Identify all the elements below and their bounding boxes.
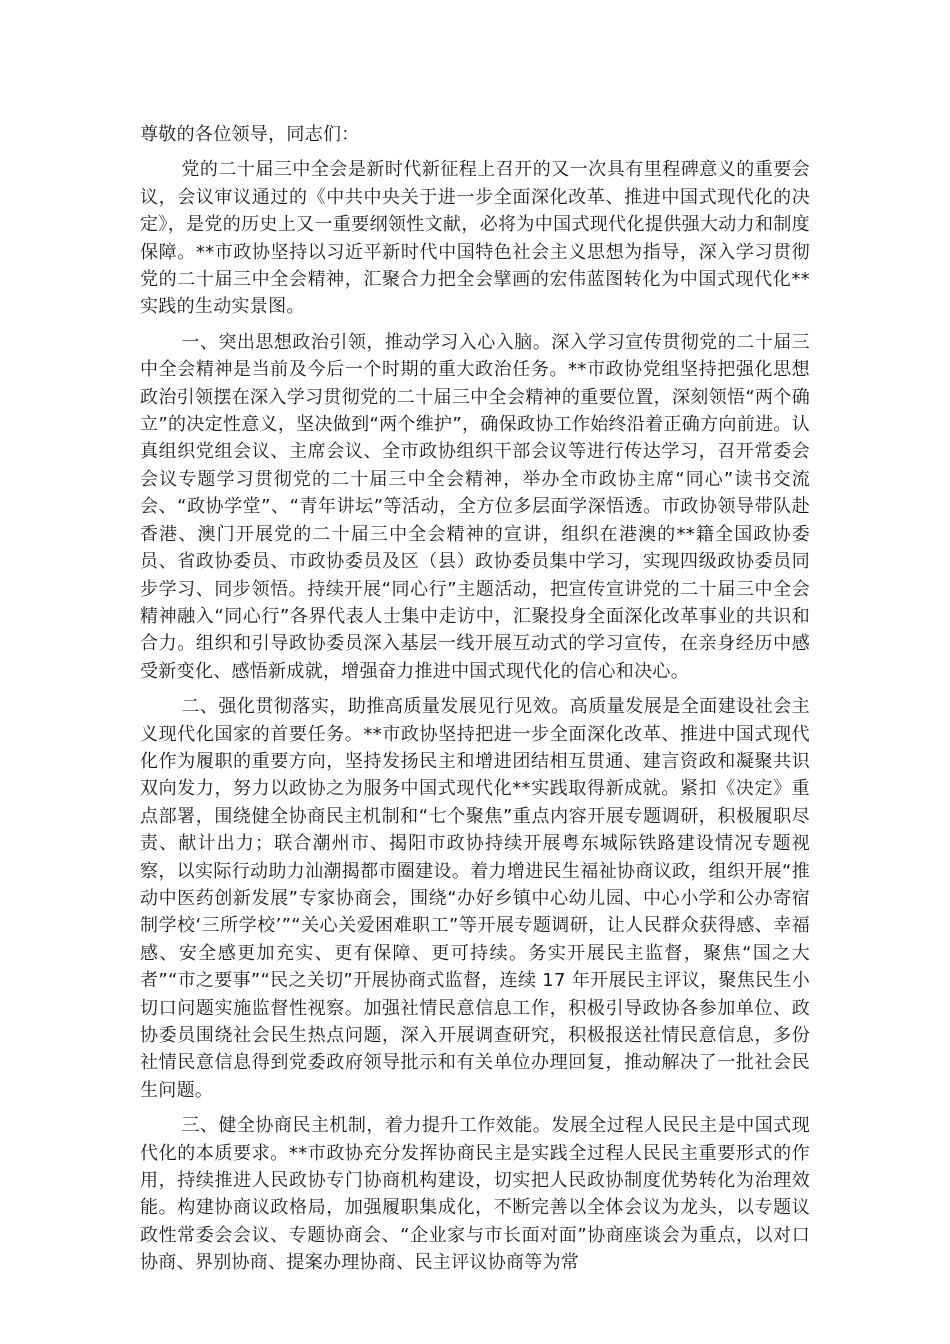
- paragraph-section-1: 一、突出思想政治引领，推动学习入心入脑。深入学习宣传贯彻党的二十届三中全会精神是当前及今后一个时期的重大政治任务。**市政协党组坚持把强化思想政治引领摆在深入学习贯彻党的二十届三中全会精神的重要位置，深刻领悟“两个确立”的决定性意义，坚决做到“两个维护”，确保政协工作始终沿着正确方向前进。认真组织党组会议、主席会议、全市政协组织干部会议等进行传达学习，召开常委会会议专题学习贯彻党的二十届三中全会精神，举办全市政协主席“同心”读书交流会、“政协学堂”、“青年讲坛”等活动，全方位多层面学深悟透。市政协领导带队赴香港、澳门开展党的二十届三中全会精神的宣讲，组织在港澳的**籍全国政协委员、省政协委员、市政协委员及区（县）政协委员集中学习，实现四级政协委员同步学习、同步领悟。持续开展“同心行”主题活动，把宣传宣讲党的二十届三中全会精神融入“同心行”各界代表人士集中走访中，汇聚投身全面深化改革事业的共识和合力。组织和引导政协委员深入基层一线开展互动式的学习宣传，在亲身经历中感受新变化、感悟新成就，增强奋力推进中国式现代化的信心和决心。: [140, 331, 810, 682]
- salutation: 尊敬的各位领导，同志们：: [140, 124, 360, 145]
- paragraph-section-3: 三、健全协商民主机制，着力提升工作效能。发展全过程人民民主是中国式现代化的本质要求。**市政协充分发挥协商民主是实践全过程人民民主重要形式的作用，持续推进人民政协专门协商机构建设，切实把人民政协制度优势转化为治理效能。构建协商议政格局，加强履职集成化，不断完善以全体会议为龙头，以专题议政性常委会会议、专题协商会、“企业家与市长面对面”协商座谈会为重点，以对口协商、界别协商、提案办理协商、民主评议协商等为常: [140, 1115, 810, 1274]
- paragraph-intro: 党的二十届三中全会是新时代新征程上召开的又一次具有里程碑意义的重要会议，会议审议通过的《中共中央关于进一步全面深化改革、推进中国式现代化的决定》，是党的历史上又一重要纲领性文献，必将为中国式现代化提供强大动力和制度保障。**市政协坚持以习近平新时代中国特色社会主义思想为指导，深入学习贯彻党的二十届三中全会精神，汇聚合力把全会擘画的宏伟蓝图转化为中国式现代化**实践的生动实景图。: [140, 159, 810, 318]
- document-page: [140, 121, 810, 1285]
- paragraph-section-2: 二、强化贯彻落实，助推高质量发展见行见效。高质量发展是全面建设社会主义现代化国家的首要任务。**市政协坚持把进一步全面深化改革、推进中国式现代化作为履职的重要方向，坚持发扬民主和增进团结相互贯通、建言资政和凝聚共识双向发力，努力以政协之为服务中国式现代化**实践取得新成就。紧扣《决定》重点部署，围绕健全协商民主机制和“七个聚焦”重点内容开展专题调研，积极履职尽责、献计出力；联合潮州市、揭阳市政协持续开展粤东城际铁路建设情况专题视察，以实际行动助力汕潮揭都市圈建设。着力增进民生福祉协商议政，组织开展“推动中医药创新发展”专家协商会，围绕“办好乡镇中心幼儿园、中心小学和公办寄宿制学校‘三所学校’”“关心关爱困难职工”等开展专题调研，让人民群众获得感、幸福感、安全感更加充实、更有保障、更可持续。务实开展民主监督，聚焦“国之大者”“市之要事”“民之关切”开展协商式监督，连续 17 年开展民主评议，聚焦民生小切口问题实施监督性视察。加强社情民意信息工作，积极引导政协各参加单位、政协委员围绕社会民生热点问题，深入开展调查研究，积极报送社情民意信息，多份社情民意信息得到党委政府领导批示和有关单位办理回复，推动解决了一批社会民生问题。: [140, 696, 810, 1101]
